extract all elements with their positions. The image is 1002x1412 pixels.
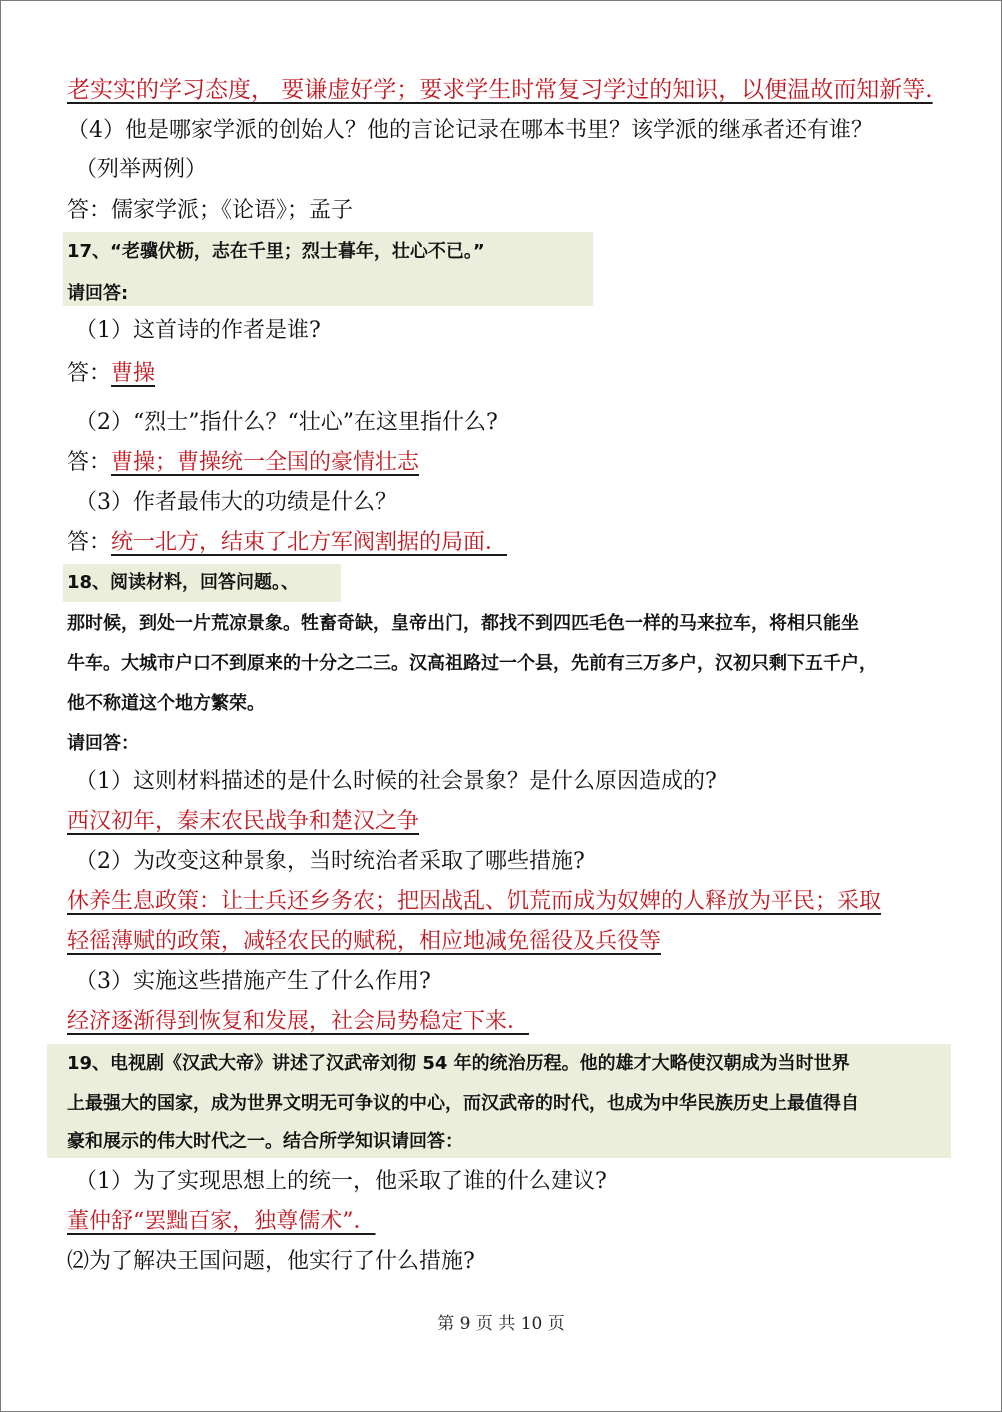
answer-17-2: [67, 448, 419, 478]
question-16-4: （4）他是哪家学派的创始人？他的言论记录在哪本书里？该学派的继承者还有谁？: [67, 118, 873, 143]
question-18-2: （2）为改变这种景象，当时统治者采取了哪些措施?: [75, 849, 585, 874]
question-19-1: （1）为了实现思想上的统一，他采取了谁的什么建议?: [75, 1169, 607, 1194]
answer-16-4: [67, 196, 353, 226]
question-17-1: （1）这首诗的作者是谁?: [75, 318, 321, 343]
question-17-prompt: 请回答:: [67, 283, 129, 304]
answer-16-3-tail: 老实实的学习态度， 要谦虚好学；要求学生时常复习学过的知识，以便温故而知新等.: [67, 77, 933, 103]
answer-prefix: 答：: [67, 530, 112, 555]
answer-text: 曹操；曹操统一全国的豪情壮志: [111, 450, 420, 475]
question-19-line-2: 上最强大的国家，成为世界文明无可争议的中心，而汉武帝的时代，也成为中华民族历史上最值得自: [67, 1093, 859, 1114]
answer-18-2-line-2: 轻徭薄赋的政策，减轻农民的赋税，相应地减免徭役及兵役等: [67, 929, 662, 954]
page-number-footer: 第 9 页 共 10 页: [437, 1314, 565, 1334]
answer-19-1: 董仲舒“罢黜百家，独尊儒术”．: [67, 1209, 376, 1234]
answer-18-2-line-1: 休养生息政策：让士兵还乡务农；把因战乱、饥荒而成为奴婢的人释放为平民；采取: [67, 889, 882, 914]
answer-prefix: 答：: [67, 198, 112, 223]
question-17-2: （2）“烈士”指什么？“壮心”在这里指什么?: [75, 410, 498, 435]
material-18-line-2: 牛车。大城市户口不到原来的十分之二三。汉高祖路过一个县，先前有三万多户，汉初只剩下五千户，: [67, 653, 877, 674]
question-17-3: （3）作者最伟大的功绩是什么？: [75, 490, 397, 515]
question-19-2: ⑵为了解决王国问题，他实行了什么措施?: [67, 1249, 475, 1274]
answer-text: 曹操: [111, 361, 156, 386]
question-18-3: （3）实施这些措施产生了什么作用?: [75, 969, 431, 994]
answer-prefix: 答：: [67, 450, 112, 475]
material-18-line-3: 他不称道这个地方繁荣。: [67, 693, 265, 714]
question-17-quote: 17、“老骥伏枥，志在千里；烈士暮年，壮心不已。”: [67, 241, 485, 262]
answer-17-3: [67, 528, 507, 558]
question-19-line-1: 19、电视剧《汉武大帝》讲述了汉武帝刘彻 54 年的统治历程。他的雄才大略使汉朝成为当时世界: [67, 1053, 850, 1074]
answer-18-1: 西汉初年，秦末农民战争和楚汉之争: [67, 809, 420, 834]
answer-17-1: [67, 359, 155, 389]
question-16-4-note: （列举两例）: [75, 157, 208, 182]
question-18-1: （1）这则材料描述的是什么时候的社会景象？是什么原因造成的?: [75, 769, 717, 794]
question-18-title: 18、阅读材料，回答问题。、: [67, 572, 300, 593]
material-18-line-1: 那时候，到处一片荒凉景象。牲畜奇缺，皇帝出门，都找不到四匹毛色一样的马来拉车，将相只能坐: [67, 613, 859, 634]
answer-18-3: 经济逐渐得到恢复和发展，社会局势稳定下来．: [67, 1009, 530, 1034]
question-18-prompt: 请回答：: [67, 733, 139, 754]
question-19-line-3: 豪和展示的伟大时代之一。结合所学知识请回答：: [67, 1131, 463, 1152]
answer-text: 统一北方，结束了北方军阀割据的局面．: [111, 530, 508, 555]
answer-text: 儒家学派；《论语》；孟子: [111, 198, 354, 223]
answer-prefix: 答：: [67, 361, 112, 386]
